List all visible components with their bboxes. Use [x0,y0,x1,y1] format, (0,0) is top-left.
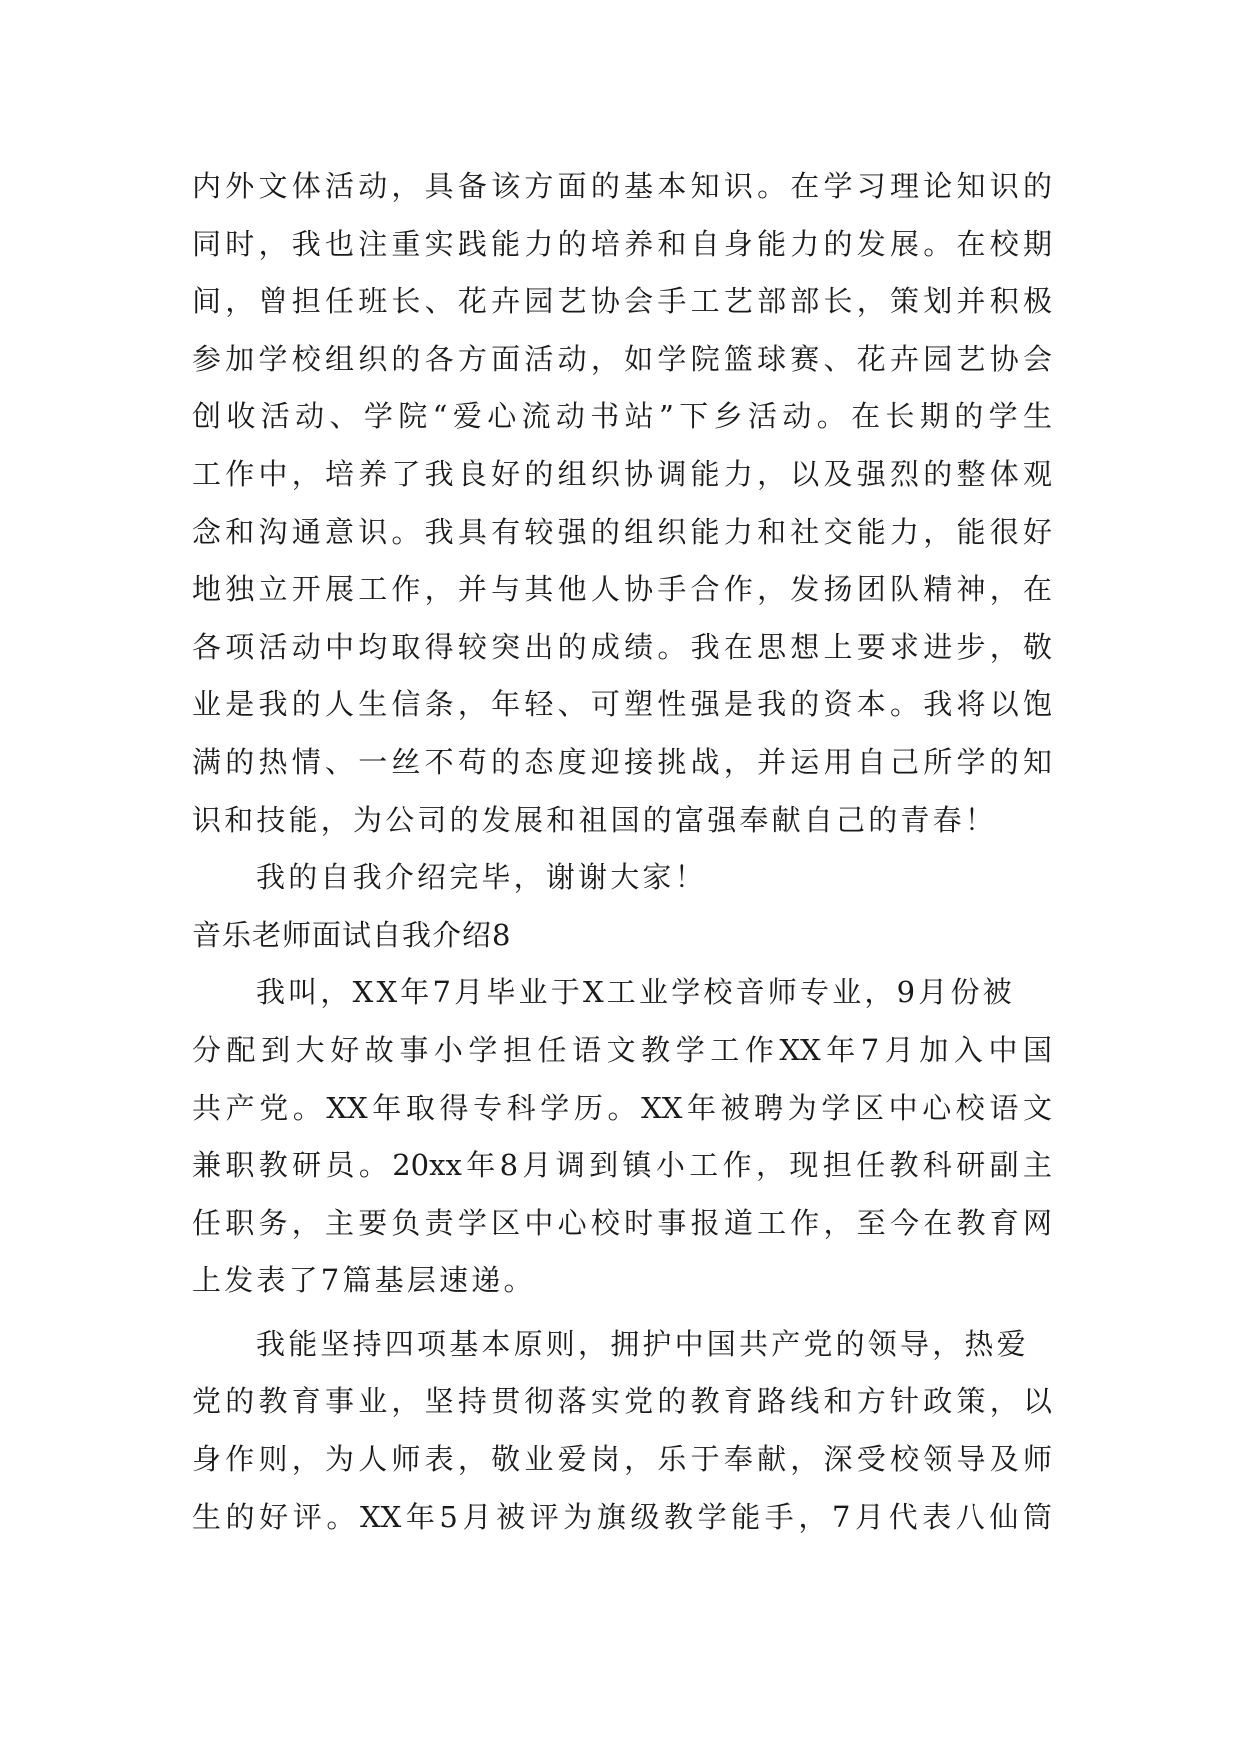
document-body [192,158,1052,1546]
text-line: 满的热情、一丝不苟的态度迎接挑战，并运用自己所学的知 [192,744,1052,779]
section-heading: 音乐老师面试自我介绍8 [192,917,512,952]
text-line: 间，曾担任班长、花卉园艺协会手工艺部部长，策划并积极 [192,284,1052,319]
text-line: 生的好评。XX年5月被评为旗级教学能手，7月代表八仙筒 [192,1499,1052,1534]
text-line: 识和技能，为公司的发展和祖国的富强奉献自己的青春！ [192,802,998,837]
paragraph-self-intro-continued [192,158,1052,849]
text-line: 参加学校组织的各方面活动，如学院篮球赛、花卉园艺协会 [192,341,1052,376]
paragraph-background [192,964,1052,1310]
text-line: 兼职教研员。20xx年8月调到镇小工作，现担任教科研副主 [192,1148,1052,1183]
text-line: 身作则，为人师表，敬业爱岗，乐于奉献，深受校领导及师 [192,1442,1052,1477]
text-line: 地独立开展工作，并与其他人协手合作，发扬团队精神，在 [192,572,1052,607]
paragraph-principles [192,1316,1052,1546]
text-line: 业是我的人生信条，年轻、可塑性强是我的资本。我将以饱 [192,687,1052,722]
text-line: 各项活动中均取得较突出的成绩。我在思想上要求进步，敬 [192,629,1052,664]
text-line: 党的教育事业，坚持贯彻落实党的教育路线和方针政策，以 [192,1384,1052,1419]
text-line: 我能坚持四项基本原则，拥护中国共产党的领导，热爱 [256,1326,1029,1361]
text-line: 工作中，培养了我良好的组织协调能力，以及强烈的整体观 [192,456,1052,491]
text-line: 分配到大好故事小学担任语文教学工作XX年7月加入中国 [192,1032,1052,1067]
text-line: 我叫，XX年7月毕业于X工业学校音师专业，9月份被 [256,975,1015,1010]
text-line: 创收活动、学院“爱心流动书站”下乡活动。在长期的学生 [192,399,1052,434]
text-line: 共产党。XX年取得专科学历。XX年被聘为学区中心校语文 [192,1090,1052,1125]
text-line: 同时，我也注重实践能力的培养和自身能力的发展。在校期 [192,226,1052,261]
text-line: 上发表了7篇基层速递。 [192,1263,536,1298]
closing-line: 我的自我介绍完毕，谢谢大家！ [256,860,707,895]
text-line: 任职务，主要负责学区中心校时事报道工作，至今在教育网 [192,1205,1052,1240]
text-line: 内外文体活动，具备该方面的基本知识。在学习理论知识的 [192,169,1052,203]
text-line: 念和沟通意识。我具有较强的组织能力和社交能力，能很好 [192,514,1052,549]
